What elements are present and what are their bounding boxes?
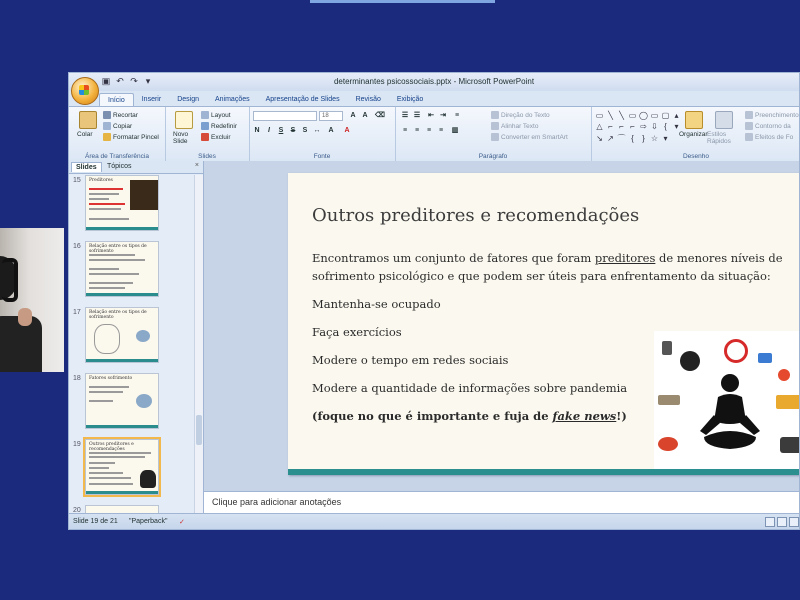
vinyl-record-icon: [680, 351, 700, 371]
delete-slide-button[interactable]: Excluir: [201, 133, 231, 141]
slide-number: 15: [73, 177, 81, 184]
paste-icon: [79, 111, 97, 129]
arrange-button[interactable]: Organizar: [679, 131, 708, 138]
slide-number: 19: [73, 441, 81, 448]
brush-icon: [103, 133, 111, 141]
effects-icon: [745, 133, 753, 141]
copy-icon: [103, 122, 111, 130]
music-note-icon: [662, 341, 672, 355]
shadow-icon[interactable]: S: [302, 127, 308, 134]
fill-icon: [745, 111, 753, 119]
thumb-diagram: [136, 394, 152, 408]
connector-shape-icon[interactable]: ⌐: [619, 122, 624, 132]
align-text-icon: [491, 122, 499, 130]
plate-icon: [658, 395, 680, 405]
align-center-icon[interactable]: ≡: [414, 127, 420, 134]
drawing-label: Desenho: [682, 153, 710, 160]
arrow-shape-icon[interactable]: ↘: [596, 133, 603, 143]
redo-icon[interactable]: ↷: [130, 76, 138, 86]
window-title: determinantes psicossociais.pptx - Microsoft PowerPoint: [333, 77, 535, 86]
tab-design[interactable]: Design: [177, 96, 199, 103]
tab-animacoes[interactable]: Animações: [214, 96, 250, 103]
star-shape-icon[interactable]: ☆: [650, 133, 659, 143]
arrow-shape-icon[interactable]: ⇨: [640, 122, 647, 132]
slide-thumbnail[interactable]: [85, 373, 159, 429]
triangle-shape-icon[interactable]: △: [596, 122, 603, 132]
normal-view-icon[interactable]: [765, 517, 775, 527]
line-spacing-icon[interactable]: ≡: [454, 112, 460, 119]
thumb-image: [130, 180, 158, 210]
italic-icon[interactable]: I: [268, 127, 270, 134]
clipboard-group: [69, 107, 166, 161]
columns-icon[interactable]: ▥: [451, 127, 459, 134]
layout-icon: [201, 111, 209, 119]
font-group: [249, 107, 396, 161]
slides-pane: [69, 161, 204, 513]
rectangle-shape-icon[interactable]: ▭: [650, 111, 659, 120]
alarm-clock-icon: [724, 339, 748, 363]
spellcheck-icon[interactable]: ✓: [179, 519, 185, 526]
bullets-icon[interactable]: ☰: [401, 112, 409, 119]
theme-name: "Paperback": [129, 518, 168, 525]
save-icon[interactable]: ▣: [101, 76, 111, 86]
notes-placeholder[interactable]: Clique para adicionar anotações: [212, 497, 342, 507]
slide-thumbnail[interactable]: [85, 241, 159, 297]
shrink-font-icon[interactable]: A: [362, 112, 368, 119]
quick-styles-icon: [715, 111, 733, 129]
slide-intro: Encontramos um conjunto de fatores que foram preditores de menores níveis de sofrimento psicológico e que podem ser úteis para enfrentamento da situação:: [312, 251, 783, 283]
slide-thumbnail[interactable]: [85, 505, 159, 513]
books-icon: [776, 395, 800, 409]
strikethrough-icon[interactable]: S: [290, 127, 296, 134]
thumb-title: Preditores: [89, 178, 113, 183]
line-shape-icon[interactable]: ╲: [608, 111, 613, 120]
line-shape-icon[interactable]: ╲: [619, 111, 624, 120]
decrease-indent-icon[interactable]: ⇤: [428, 112, 434, 119]
bold-icon[interactable]: N: [254, 127, 260, 134]
font-label: Fonte: [313, 153, 331, 160]
title-bar: [69, 73, 799, 91]
brace-shape-icon[interactable]: }: [642, 133, 645, 143]
new-slide-icon: [175, 111, 193, 129]
shapes-gallery[interactable]: [595, 111, 679, 143]
curve-shape-icon[interactable]: ⌒: [617, 133, 626, 143]
window-top-strip: [310, 0, 495, 3]
drawing-group: [591, 107, 800, 161]
thumbnail-list: [69, 175, 195, 513]
phone-icon: [780, 437, 800, 453]
effects-button[interactable]: Efeitos de Fo: [745, 133, 793, 141]
thumb-title: Relação entre os tipos de sofrimento: [89, 244, 147, 254]
spacing-icon[interactable]: ↔: [313, 127, 321, 134]
increase-indent-icon[interactable]: ⇥: [440, 112, 446, 119]
rectangle-shape-icon[interactable]: ▭: [595, 111, 604, 120]
slideshow-icon[interactable]: [789, 517, 799, 527]
justify-icon[interactable]: ≡: [438, 127, 444, 134]
fill-button[interactable]: Preenchimento: [745, 111, 799, 119]
paste-button[interactable]: Colar: [77, 131, 93, 138]
tab-revisao[interactable]: Revisão: [355, 96, 381, 103]
current-slide[interactable]: [288, 173, 800, 475]
align-left-icon[interactable]: ≡: [402, 127, 408, 134]
text-direction-button[interactable]: Direção do Texto: [491, 111, 550, 119]
rounded-rect-shape-icon[interactable]: ▢: [661, 111, 670, 120]
arrow-shape-icon[interactable]: ↗: [607, 133, 614, 143]
slide-item: Faça exercícios: [312, 325, 402, 339]
tab-exibicao[interactable]: Exibição: [396, 96, 424, 103]
font-size-combo[interactable]: 18: [319, 111, 343, 121]
slide-closing: (foque no que é importante e fuja de fake news!): [312, 409, 627, 423]
text-direction-icon: [491, 111, 499, 119]
slide-thumbnail[interactable]: [85, 307, 159, 363]
thumb-diagram: [136, 330, 150, 342]
slide-title[interactable]: Outros preditores e recomendações: [312, 205, 640, 226]
connector-shape-icon[interactable]: ⌐: [630, 122, 635, 132]
slide-workspace: [204, 161, 800, 491]
tab-apresentacao[interactable]: Apresentação de Slides: [265, 96, 340, 103]
align-right-icon[interactable]: ≡: [426, 127, 432, 134]
thumb-title: Outros preditores e recomendações: [89, 442, 134, 452]
office-logo-icon: [79, 85, 89, 95]
outline-icon: [745, 122, 753, 130]
reset-icon: [201, 122, 209, 130]
thumb-title: Relação entre os tipos de sofrimento: [89, 310, 147, 320]
slide-item: Modere o tempo em redes sociais: [312, 353, 509, 367]
scissors-icon: [103, 111, 111, 119]
more-shapes-icon[interactable]: ▾: [663, 133, 668, 143]
person-hand: [18, 308, 32, 326]
notes-pane[interactable]: [204, 491, 800, 514]
clipboard-label: Área de Transferência: [85, 153, 149, 160]
font-color-icon[interactable]: A: [344, 127, 350, 134]
underline-icon[interactable]: S: [278, 127, 284, 134]
numbering-icon[interactable]: ☰: [413, 112, 421, 119]
slide-thumbnail[interactable]: [85, 175, 159, 231]
new-slide-button[interactable]: Novo Slide: [173, 131, 189, 145]
change-case-icon[interactable]: A: [328, 127, 334, 134]
tab-inicio[interactable]: Início: [99, 93, 134, 106]
arrange-icon: [685, 111, 703, 129]
delete-icon: [201, 133, 209, 141]
cut-button[interactable]: Recortar: [103, 111, 138, 119]
slide-number: 18: [73, 375, 81, 382]
copy-button[interactable]: Copiar: [103, 122, 132, 130]
heart-icon: [778, 369, 790, 381]
clear-format-icon[interactable]: ⌫: [375, 112, 385, 119]
bracket-shape-icon[interactable]: {: [664, 122, 667, 132]
layout-button[interactable]: Layout: [201, 111, 231, 119]
slide-accent-bar: [288, 469, 800, 475]
chat-bubble-icon: [758, 353, 772, 363]
thumb-image: [140, 470, 156, 488]
format-painter-button[interactable]: Formatar Pincel: [103, 133, 159, 141]
outline-button[interactable]: Contorno da: [745, 122, 791, 130]
slide-counter: Slide 19 de 21: [73, 518, 118, 525]
qat-dropdown-icon[interactable]: ▾: [145, 76, 151, 86]
undo-icon[interactable]: ↶: [116, 76, 124, 86]
thumb-diagram: [94, 324, 120, 354]
tab-inserir[interactable]: Inserir: [141, 96, 162, 103]
slide-item: Mantenha-se ocupado: [312, 297, 441, 311]
tab-slides[interactable]: Slides: [71, 162, 102, 172]
font-name-combo[interactable]: [253, 111, 317, 121]
office-button[interactable]: [71, 77, 99, 105]
brace-shape-icon[interactable]: {: [631, 133, 634, 143]
ribbon: [69, 106, 799, 162]
chat-bubble-icon: [658, 437, 678, 451]
smartart-button[interactable]: Converter em SmartArt: [491, 133, 568, 141]
ribbon-tabs: [99, 93, 431, 106]
webcam-feed: [0, 228, 64, 372]
slide-number: 16: [73, 243, 81, 250]
slide-thumbnail-selected[interactable]: [85, 439, 159, 495]
powerpoint-window: [68, 72, 800, 530]
oval-shape-icon[interactable]: ◯: [639, 111, 648, 120]
rectangle-shape-icon[interactable]: ▭: [628, 111, 637, 120]
more-shapes-icon[interactable]: ▴: [674, 111, 679, 120]
quick-styles-button[interactable]: Estilos Rápidos: [707, 131, 731, 145]
more-shapes-icon[interactable]: ▾: [674, 122, 679, 132]
pane-tabs: [69, 161, 203, 174]
slide-number: 17: [73, 309, 81, 316]
headset: [2, 258, 18, 302]
tab-topicos[interactable]: Tópicos: [107, 163, 132, 170]
slides-group: [165, 107, 250, 161]
connector-shape-icon[interactable]: ⌐: [608, 122, 613, 132]
slides-label: Slides: [198, 153, 216, 160]
thumbnail-scrollbar[interactable]: [194, 175, 203, 513]
meditating-person-icon: [698, 371, 762, 451]
slide-sorter-icon[interactable]: [777, 517, 787, 527]
reset-button[interactable]: Redefinir: [201, 122, 237, 130]
meditation-illustration: [654, 331, 800, 471]
slide-item: Modere a quantidade de informações sobre pandemia: [312, 381, 628, 395]
align-text-button[interactable]: Alinhar Texto: [491, 122, 538, 130]
arrow-shape-icon[interactable]: ⇩: [651, 122, 658, 132]
status-bar: [69, 513, 799, 530]
thumb-title: Fatores sofrimento: [89, 376, 133, 381]
close-pane-icon[interactable]: ×: [194, 162, 199, 169]
slide-number: 20: [73, 507, 81, 513]
grow-font-icon[interactable]: A: [350, 112, 356, 119]
paragraph-group: [395, 107, 592, 161]
smartart-icon: [491, 133, 499, 141]
paragraph-label: Parágrafo: [478, 153, 508, 160]
